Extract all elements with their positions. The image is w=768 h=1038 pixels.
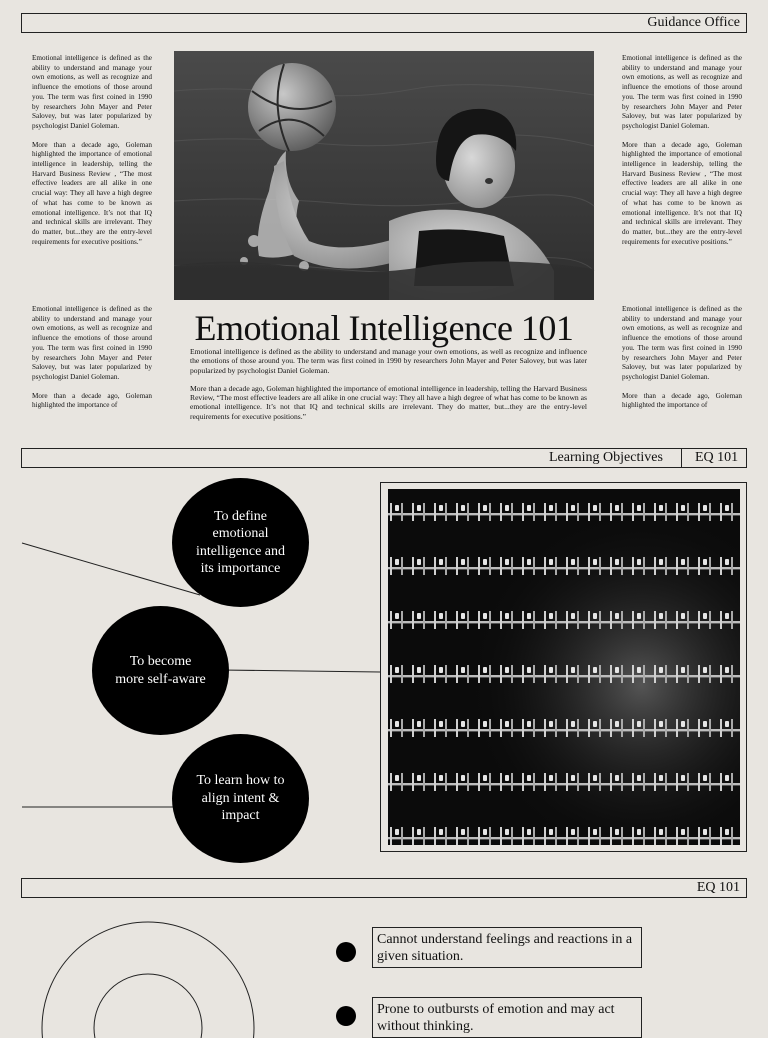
eq-bar xyxy=(21,878,747,898)
symptom-item-2: Prone to outbursts of emotion and may act without thinking. xyxy=(372,997,642,1038)
paragraph: More than a decade ago, Goleman highlighted the importance of xyxy=(622,391,742,410)
course-code: EQ 101 xyxy=(695,450,739,465)
bullet-icon xyxy=(336,1006,356,1026)
page-title: Emotional Intelligence 101 xyxy=(194,308,574,348)
objectives-bar xyxy=(21,448,747,468)
office-label: Guidance Office xyxy=(647,15,740,30)
paragraph: Emotional intelligence is defined as the ability to understand and manage your own emotions, as well as recognize and influence the emotions of those around you. The term was first coined in 1990 by researchers John Mayer and Peter Salovey, but was later popularized by psychologist Daniel Goleman. xyxy=(622,54,742,130)
swimming-pool-photo xyxy=(388,489,740,845)
objective-circle-3: To learn how to align intent & impact xyxy=(172,734,309,863)
pool-photo-frame xyxy=(380,482,747,852)
paragraph: Emotional intelligence is defined as the ability to understand and manage your own emotions, as well as recognize and influence the emotions of those around you. The term was first coined in 1990 by researchers John Mayer and Peter Salovey, but was later popularized by psychologist Daniel Goleman. xyxy=(622,305,742,381)
bullet-icon xyxy=(336,942,356,962)
intro-text xyxy=(190,347,587,430)
right-column-top xyxy=(622,54,742,256)
right-column-bottom xyxy=(622,305,742,420)
pool-lanes-illustration xyxy=(388,489,740,845)
objective-circle-1: To define emotional intelligence and its importance xyxy=(172,478,309,607)
left-column-bottom xyxy=(32,305,152,420)
paragraph: More than a decade ago, Goleman highlighted the importance of emotional intelligence in leadership, telling the Harvard Business Review , “The most effective leaders are all alike in one crucial way: They all have a high degree of what has come to be known as emotional intelligence. It’s not that IQ and technical skills are irrelevant. They do matter, but...they are the entry-level requirements for executive positions.” xyxy=(32,140,152,246)
symptom-item-1: Cannot understand feelings and reactions in a given situation. xyxy=(372,927,642,968)
paragraph: More than a decade ago, Goleman highlighted the importance of emotional intelligence in leadership, telling the Harvard Business Review, “The most effective leaders are all alike in one crucial way: They all have a high degree of what has come to be known as emotional intelligence. It’s not that IQ and technical skills are irrelevant. They do matter, but...they are the entry-level requirements for executive positions.” xyxy=(190,383,587,421)
water-polo-photo xyxy=(174,51,594,300)
objectives-label: Learning Objectives xyxy=(549,450,663,465)
objective-circle-2: To become more self-aware xyxy=(92,606,229,735)
water-polo-illustration xyxy=(174,51,594,300)
course-code: EQ 101 xyxy=(696,880,740,895)
divider xyxy=(681,449,682,467)
paragraph: Emotional intelligence is defined as the ability to understand and manage your own emotions, as well as recognize and influence the emotions of those around you. The term was first coined in 1990 by researchers John Mayer and Peter Salovey, but was later popularized by psychologist Daniel Goleman. xyxy=(32,305,152,381)
paragraph: Emotional intelligence is defined as the ability to understand and manage your own emotions, as well as recognize and influence the emotions of those around you. The term was first coined in 1990 by researchers John Mayer and Peter Salovey, but was later popularized by psychologist Daniel Goleman. xyxy=(32,54,152,130)
header-bar xyxy=(21,13,747,33)
paragraph: Emotional intelligence is defined as the ability to understand and manage your own emotions, as well as recognize and influence the emotions of those around you. The term was first coined in 1990 by researchers John Mayer and Peter Salovey, but was later popularized by psychologist Daniel Goleman. xyxy=(190,347,587,375)
paragraph: More than a decade ago, Goleman highlighted the importance of emotional intelligence in leadership, telling the Harvard Business Review , “The most effective leaders are all alike in one crucial way: They all have a high degree of what has come to be known as emotional intelligence. It’s not that IQ and technical skills are irrelevant. They do matter, but...they are the entry-level requirements for executive positions.” xyxy=(622,140,742,246)
paragraph: More than a decade ago, Goleman highlighted the importance of xyxy=(32,391,152,410)
left-column-top xyxy=(32,54,152,256)
concentric-circles xyxy=(0,900,300,1024)
